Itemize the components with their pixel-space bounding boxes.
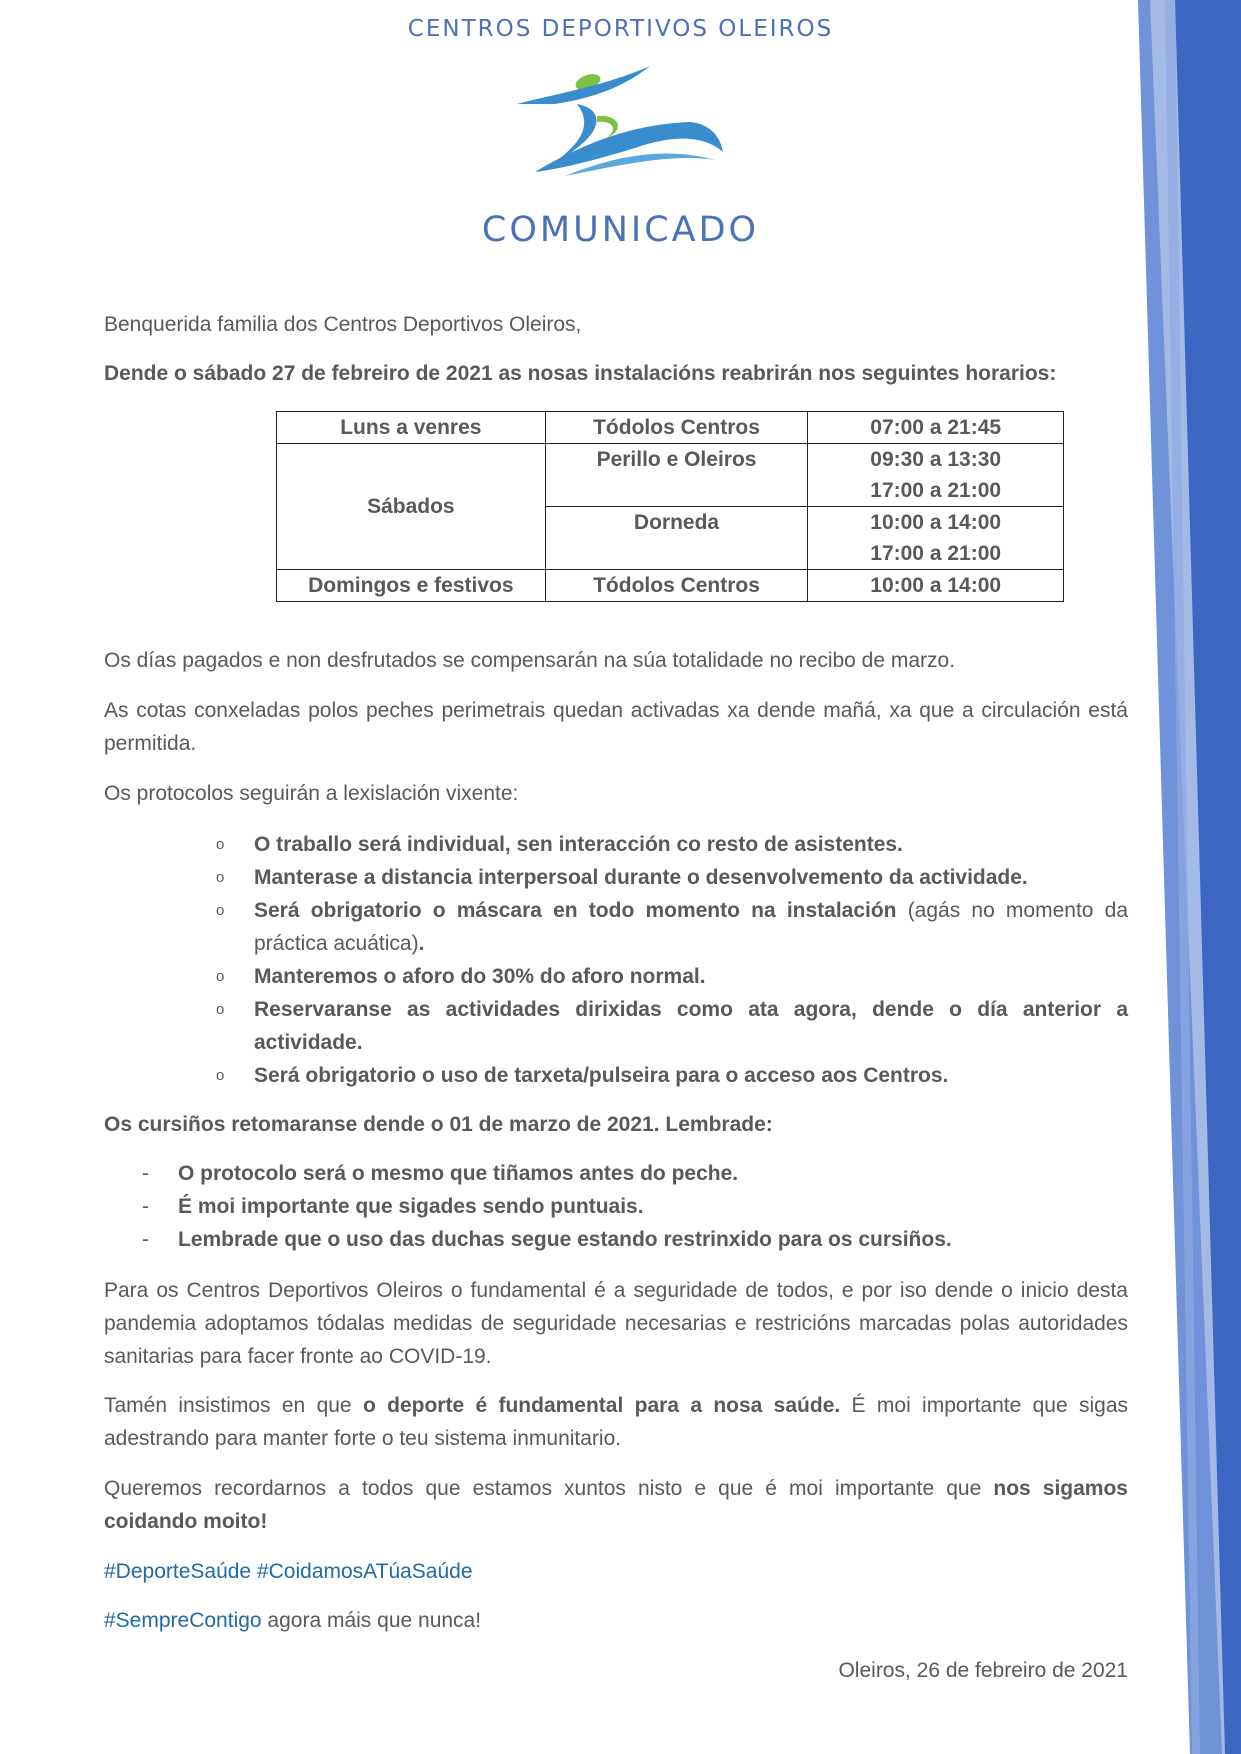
schedule-hours: [808, 444, 1064, 507]
dash-bullet-icon: -: [142, 1195, 149, 1218]
circle-bullet-icon: o: [216, 1001, 225, 1018]
announcement: Dende o sábado 27 de febreiro de 2021 as nosas instalacións reabrirán nos seguintes horarios:: [104, 362, 1057, 385]
list-item: o O traballo será individual, sen interacción co resto de asistentes.: [216, 828, 1128, 861]
schedule-day: Luns a venres: [277, 412, 546, 444]
schedule-day: Domingos e festivos: [277, 570, 546, 602]
dash-bullet-icon: -: [142, 1228, 149, 1251]
schedule-centre: Tódolos Centros: [545, 412, 808, 444]
hashtag-closing-line: #SempreContigo agora máis que nunca!: [104, 1609, 482, 1632]
courses-list: [140, 1157, 1128, 1256]
place-date: Oleiros, 26 de febreiro de 2021: [838, 1659, 1128, 1682]
schedule-hours: [808, 507, 1064, 570]
safety-paragraph: Para os Centros Deportivos Oleiros o fundamental é a seguridade de todos, e por iso dende o inicio desta pandemia adoptamos tódalas medidas de seguridade necesarias e restricións marcadas polas autoridades sanitarias para facer fronte ao COVID-19.: [104, 1279, 1128, 1368]
list-item: - Lembrade que o uso das duchas segue estando restrinxido para os cursiños.: [140, 1223, 1128, 1256]
table-row: [277, 570, 1064, 602]
schedule-hours: 07:00 a 21:45: [808, 412, 1064, 444]
schedule-centre: Perillo e Oleiros: [545, 444, 808, 507]
protocols-list: [216, 828, 1128, 1092]
list-item: o Será obrigatorio o uso de tarxeta/pulseira para o acceso aos Centros.: [216, 1059, 1128, 1092]
quotas-paragraph: As cotas conxeladas polos peches perimetrais quedan activadas xa dende mañá, xa que a circulación está permitida.: [104, 699, 1128, 755]
list-item: o Reservaranse as actividades dirixidas como ata agora, dende o día anterior a actividade.: [216, 993, 1128, 1059]
list-item: - O protocolo será o mesmo que tiñamos antes do peche.: [140, 1157, 1128, 1190]
schedule-centre: Dorneda: [545, 507, 808, 570]
table-row: [277, 412, 1064, 444]
hashtags-line: #DeporteSaúde #CoidamosATúaSaúde: [104, 1560, 473, 1583]
schedule-hours-slot: 17:00 a 21:00: [870, 479, 1002, 502]
list-item: o Será obrigatorio o máscara en todo momento na instalación (agás no momento da práctica acuática).: [216, 894, 1128, 960]
schedule-hours-slot: 10:00 a 14:00: [870, 511, 1002, 534]
protocols-intro: Os protocolos seguirán a lexislación vixente:: [104, 782, 519, 805]
circle-bullet-icon: o: [216, 902, 225, 919]
table-row: [277, 444, 1064, 507]
courses-intro: Os cursiños retomaranse dende o 01 de marzo de 2021. Lembrade:: [104, 1113, 773, 1136]
compensation-paragraph: Os días pagados e non desfrutados se compensarán na súa totalidade no recibo de marzo.: [104, 649, 956, 672]
circle-bullet-icon: o: [216, 968, 225, 985]
list-item: o Manteremos o aforo do 30% do aforo normal.: [216, 960, 1128, 993]
oleiros-swimmer-logo: [515, 64, 725, 176]
circle-bullet-icon: o: [216, 869, 225, 886]
together-paragraph: Queremos recordarnos a todos que estamos xuntos nisto e que é moi importante que nos sigamos coidando moito!: [104, 1477, 1128, 1533]
schedule-hours-slot: 09:30 a 13:30: [870, 448, 1002, 471]
schedule-centre: Tódolos Centros: [545, 570, 808, 602]
schedule-hours: 10:00 a 14:00: [808, 570, 1064, 602]
circle-bullet-icon: o: [216, 1067, 225, 1084]
list-item: o Manterase a distancia interpersoal durante o desenvolvemento da actividade.: [216, 861, 1128, 894]
dash-bullet-icon: -: [142, 1162, 149, 1185]
schedule-table: [276, 411, 1064, 602]
circle-bullet-icon: o: [216, 836, 225, 853]
org-name-header: CENTROS DEPORTIVOS OLEIROS: [407, 16, 834, 42]
document-title: COMUNICADO: [481, 210, 760, 250]
schedule-hours-slot: 17:00 a 21:00: [870, 542, 1002, 565]
sport-paragraph: Tamén insistimos en que o deporte é fundamental para a nosa saúde. É moi importante que sigas adestrando para manter forte o teu sistema inmunitario.: [104, 1394, 1129, 1450]
list-item: - É moi importante que sigades sendo puntuais.: [140, 1190, 1128, 1223]
greeting: Benquerida familia dos Centros Deportivos Oleiros,: [104, 313, 582, 336]
schedule-day: Sábados: [277, 444, 546, 570]
